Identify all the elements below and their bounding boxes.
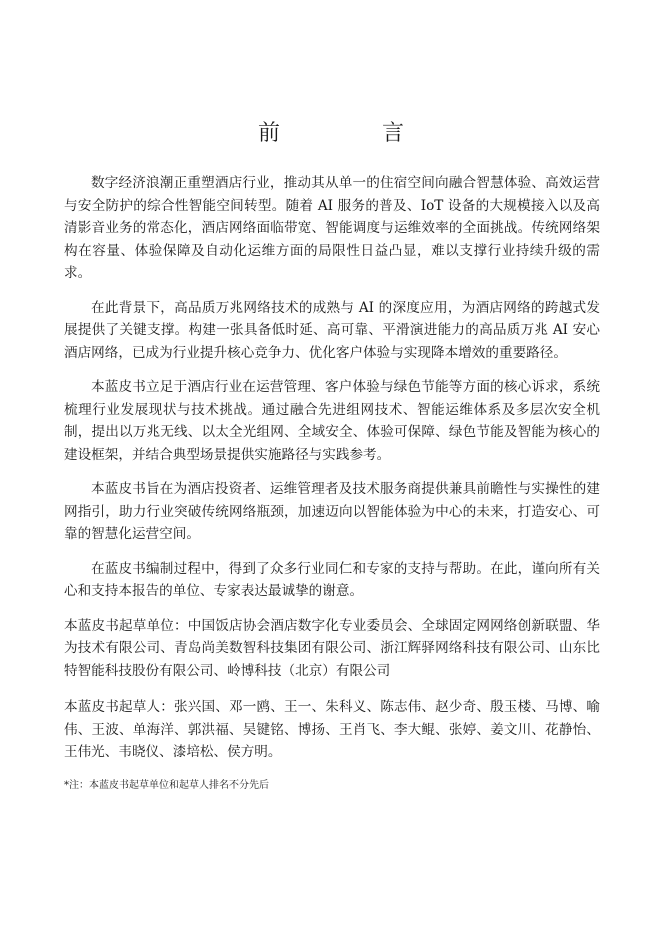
paragraph-3: 本蓝皮书立足于酒店行业在运营管理、客户体验与绿色节能等方面的核心诉求，系统梳理行业发展现状与技术挑战。通过融合先进组网技术、智能运维体系及多层次安全机制，提出以万兆无线、以太全光组网、全域安全、体验可保障、绿色节能及智能为核心的建设框架，并结合典型场景提供实施路径与实践参考。 [64,379,600,463]
document-body [64,172,600,794]
page-title: 前 言 [257,121,444,146]
paragraph-2: 在此背景下，高品质万兆网络技术的成熟与 AI 的深度应用，为酒店网络的跨越式发展提供了关键支撑。构建一张具备低时延、高可靠、平滑演进能力的高品质万兆 AI 安心酒店网络，已成为行业提升核心竞争力、优化客户体验与实现降本增效的重要路径。 [64,299,600,361]
drafting-units: 本蓝皮书起草单位：中国饭店协会酒店数字化专业委员会、全球固定网网络创新联盟、华为技术有限公司、青岛尚美数智科技集团有限公司、浙江辉驿网络科技有限公司、山东比特智能科技股份有限公司、岭博科技（北京）有限公司 [64,617,600,679]
paragraph-5: 在蓝皮书编制过程中，得到了众多行业同仁和专家的支持与帮助。在此，谨向所有关心和支持本报告的单位、专家表达最诚挚的谢意。 [64,560,600,599]
drafters-list: 本蓝皮书起草人：张兴国、邓一鸥、王一、朱科义、陈志伟、赵少奇、殷玉楼、马博、喻伟、王波、单海洋、郭洪福、吴键铭、博扬、王肖飞、李大鲲、张婷、姜文川、花静怡、王伟光、韦晓仪、漆培松、侯方明。 [64,699,600,760]
paragraph-4: 本蓝皮书旨在为酒店投资者、运维管理者及技术服务商提供兼具前瞻性与实操性的建网指引，助力行业突破传统网络瓶颈，加速迈向以智能体验为中心的未来，打造安心、可靠的智慧化运营空间。 [64,481,600,542]
paragraph-1: 数字经济浪潮正重塑酒店行业，推动其从单一的住宿空间向融合智慧体验、高效运营与安全防护的综合性智能空间转型。随着 AI 服务的普及、IoT 设备的大规模接入以及高清影音业务的常态化，酒店网络面临带宽、智能调度与运维效率的全面挑战。传统网络架构在容量、体验保障及自动化运维方面的局限性日益凸显，难以支撑行业持续升级的需求。 [64,175,600,281]
footnote: *注：本蓝皮书起草单位和起草人排名不分先后 [64,779,269,791]
